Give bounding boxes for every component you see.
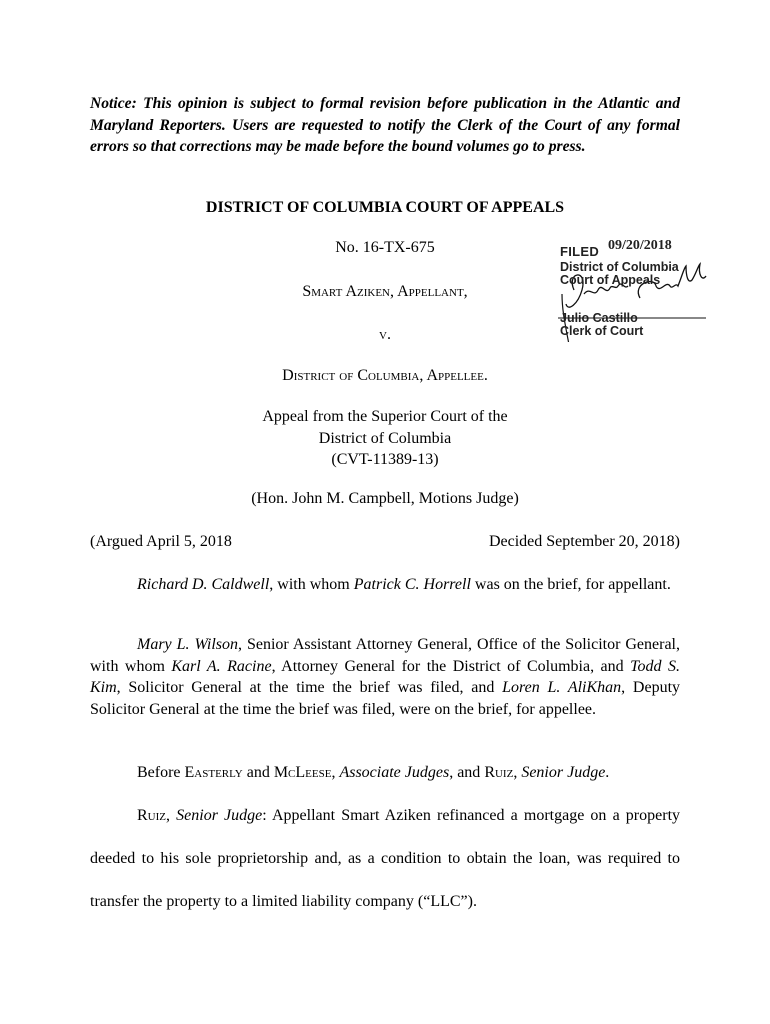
stamp-clerk-title: Clerk of Court xyxy=(560,324,644,338)
opinion-author-role: Senior Judge xyxy=(176,807,263,824)
counsel-text: , Solicitor General at the time the brief was filed, and xyxy=(116,679,503,696)
counsel-text: , with whom xyxy=(269,576,354,593)
appellant-caption: Smart Aziken, Appellant, xyxy=(302,283,468,300)
panel-text: , xyxy=(513,764,522,781)
counsel-name: Todd S. Kim xyxy=(90,657,681,696)
counsel-name: Mary L. Wilson xyxy=(137,636,239,653)
counsel-text: , Deputy Solicitor General at the time the brief was filed, were on the brief, for appellee. xyxy=(90,679,681,718)
counsel-appellee xyxy=(90,634,680,720)
judge-role: Associate Judges xyxy=(339,764,450,781)
judge-name: Ruiz xyxy=(484,764,514,781)
appellee-caption: District of Columbia, Appellee. xyxy=(282,367,488,384)
counsel-name: Richard D. Caldwell xyxy=(137,576,270,593)
counsel-text: was on the brief, for appellant. xyxy=(470,576,671,593)
filed-label: FILED xyxy=(560,244,600,259)
judge-name: McLeese xyxy=(273,764,332,781)
appeal-line: (CVT-11389-13) xyxy=(331,451,439,468)
opinion-author: Ruiz xyxy=(137,807,166,824)
opinion-body xyxy=(90,794,680,923)
counsel-appellant xyxy=(90,574,680,596)
notice-paragraph: Notice: This opinion is subject to formal revision before publication in the Atlantic and Maryland Reporters. Users are requested to notify the Clerk of the Court of any formal errors so that corrections may be made before the bound volumes go to press. xyxy=(90,95,680,155)
panel-text: and xyxy=(242,764,274,781)
opinion-text: : Appellant Smart Aziken refinanced a mortgage on a property deeded to his sole proprietorship and, as a condition to obtain the loan, was required to transfer the property to a limited liability company (“LLC”). xyxy=(90,807,681,910)
appeal-line: District of Columbia xyxy=(318,429,452,447)
judge-role: Senior Judge xyxy=(521,764,606,781)
court-title: DISTRICT OF COLUMBIA COURT OF APPEALS xyxy=(205,199,565,216)
panel-text: . xyxy=(605,764,610,781)
stamp-court-line1: District of Columbia xyxy=(560,260,679,274)
motions-judge: (Hon. John M. Campbell, Motions Judge) xyxy=(251,490,519,507)
argued-date: (Argued April 5, 2018 xyxy=(90,533,232,550)
counsel-text: , Attorney General for the District of Columbia, and xyxy=(271,657,631,675)
judge-name: Easterly xyxy=(184,764,243,781)
appeal-line: Appeal from the Superior Court of the xyxy=(262,408,508,425)
versus-caption: v. xyxy=(379,326,391,343)
panel-text: Before xyxy=(137,764,185,781)
panel-line xyxy=(90,762,680,784)
appeal-from-block xyxy=(160,406,610,471)
filed-stamp xyxy=(548,232,718,342)
counsel-name: Patrick C. Horrell xyxy=(353,576,471,593)
counsel-name: Loren L. AliKhan xyxy=(502,679,622,696)
filed-date: 09/20/2018 xyxy=(608,238,672,253)
stamp-court-line2: Court of Appeals xyxy=(560,273,661,287)
counsel-text: , Senior Assistant Attorney General, Office of the Solicitor General, with whom xyxy=(90,636,680,675)
opinion-text: , xyxy=(166,807,177,824)
panel-text: , and xyxy=(449,764,485,781)
case-number: No. 16-TX-675 xyxy=(335,239,435,256)
panel-text: , xyxy=(331,764,340,781)
counsel-name: Karl A. Racine xyxy=(171,657,272,675)
stamp-clerk-name: Julio Castillo xyxy=(560,311,638,325)
decided-date: Decided September 20, 2018) xyxy=(488,533,680,550)
